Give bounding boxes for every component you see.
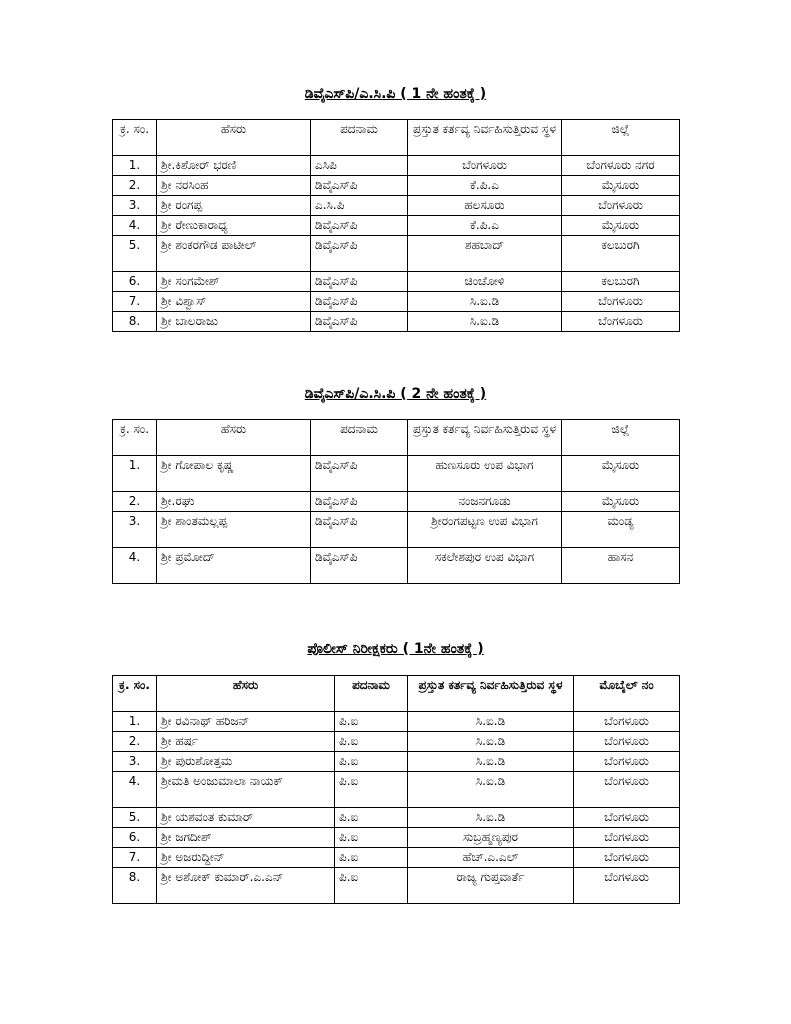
cell-designation: ಡಿವೈಎಸ್‌ಪಿ	[311, 312, 408, 332]
cell-designation: ಡಿವೈಎಸ್‌ಪಿ	[311, 512, 408, 548]
cell-designation: ಪಿ.ಐ	[335, 752, 408, 772]
cell-designation: ಡಿವೈಎಸ್‌ಪಿ	[311, 456, 408, 492]
section-title-1: ಡಿವೈಎಸ್‌ಪಿ/ಎ.ಸಿ.ಪಿ ( 1 ನೇ ಹಂತಕ್ಕೆ )	[304, 86, 487, 102]
cell-posting: ಕೆ.ಪಿ.ಎ	[408, 176, 562, 196]
table-row	[113, 272, 680, 292]
col-header-designation: ಪದನಾಮ	[335, 676, 408, 712]
table-row	[113, 548, 680, 584]
cell-mobile: ಬೆಂಗಳೂರು	[574, 772, 680, 808]
cell-posting: ಶ್ರೀರಂಗಪಟ್ಟಣ ಉಪ ವಿಭಾಗ	[408, 512, 562, 548]
cell-name: ಶ್ರೀ ಹರ್ಷ	[157, 732, 335, 752]
cell-posting: ಸಿ.ಐ.ಡಿ	[408, 808, 574, 828]
cell-posting: ಸಿ.ಐ.ಡಿ	[408, 772, 574, 808]
table-row	[113, 868, 680, 904]
cell-designation: ಡಿವೈಎಸ್‌ಪಿ	[311, 216, 408, 236]
cell-serial: 4.	[113, 772, 157, 808]
table-header-row	[113, 120, 680, 156]
cell-serial: 7.	[113, 848, 157, 868]
col-header-serial: ಕ್ರ. ಸಂ.	[113, 420, 157, 456]
cell-name: ಶ್ರೀ ವಿಶ್ವಾಸ್	[157, 292, 311, 312]
table-dysp-stage-2	[112, 419, 680, 584]
col-header-district: ಜಿಲ್ಲೆ	[562, 420, 680, 456]
cell-designation: ಪಿ.ಐ	[335, 732, 408, 752]
col-header-current-posting: ಪ್ರಸ್ತುತ ಕರ್ತವ್ಯ ನಿರ್ವಹಿಸುತ್ತಿರುವ ಸ್ಥಳ	[408, 420, 562, 456]
cell-posting: ಹಲಸೂರು	[408, 196, 562, 216]
cell-posting: ಸುಬ್ರಹ್ಮಣ್ಯಪುರ	[408, 828, 574, 848]
cell-name: ಶ್ರೀ ಯಶವಂತ ಕುಮಾರ್	[157, 808, 335, 828]
cell-serial: 5.	[113, 236, 157, 272]
cell-mobile: ಬೆಂಗಳೂರು	[574, 712, 680, 732]
cell-district: ಮೈಸೂರು	[562, 176, 680, 196]
col-header-designation: ಪದನಾಮ	[311, 420, 408, 456]
table-row	[113, 512, 680, 548]
cell-district: ಬೆಂಗಳೂರು ನಗರ	[562, 156, 680, 176]
cell-mobile: ಬೆಂಗಳೂರು	[574, 848, 680, 868]
section-title-2: ಡಿವೈಎಸ್‌ಪಿ/ಎ.ಸಿ.ಪಿ ( 2 ನೇ ಹಂತಕ್ಕೆ )	[304, 386, 487, 402]
cell-designation: ಡಿವೈಎಸ್‌ಪಿ	[311, 292, 408, 312]
cell-name: ಶ್ರೀ.ರಘು	[157, 492, 311, 512]
cell-name: ಶ್ರೀ ಶಂಕರಗೌಡ ಪಾಟೀಲ್	[157, 236, 311, 272]
cell-designation: ಡಿವೈಎಸ್‌ಪಿ	[311, 492, 408, 512]
cell-name: ಶ್ರೀ ಪುರುಶೋತ್ತಮ	[157, 752, 335, 772]
cell-designation: ಡಿವೈಎಸ್‌ಪಿ	[311, 548, 408, 584]
col-header-name: ಹೆಸರು	[157, 420, 311, 456]
cell-name: ಶ್ರೀ ಪ್ರಮೋದ್	[157, 548, 311, 584]
col-header-current-posting: ಪ್ರಸ್ತುತ ಕರ್ತವ್ಯ ನಿರ್ವಹಿಸುತ್ತಿರುವ ಸ್ಥಳ	[408, 676, 574, 712]
cell-mobile: ಬೆಂಗಳೂರು	[574, 828, 680, 848]
cell-mobile: ಬೆಂಗಳೂರು	[574, 868, 680, 904]
table-row	[113, 156, 680, 176]
cell-district: ಮೈಸೂರು	[562, 456, 680, 492]
table-row	[113, 216, 680, 236]
cell-mobile: ಬೆಂಗಳೂರು	[574, 732, 680, 752]
cell-district: ಮಂಡ್ಯ	[562, 512, 680, 548]
table-row	[113, 772, 680, 808]
cell-district: ಕಲಬುರಗಿ	[562, 236, 680, 272]
cell-serial: 1.	[113, 456, 157, 492]
cell-serial: 3.	[113, 512, 157, 548]
cell-name: ಶ್ರೀಮತಿ ಅಂಜುಮಾಲಾ ನಾಯಕ್	[157, 772, 335, 808]
cell-name: ಶ್ರೀ ರಂಗಪ್ಪ	[157, 196, 311, 216]
cell-district: ಹಾಸನ	[562, 548, 680, 584]
table-row	[113, 456, 680, 492]
cell-designation: ಪಿ.ಐ	[335, 868, 408, 904]
table-dysp-stage-1	[112, 119, 680, 332]
cell-posting: ಸಿ.ಐ.ಡಿ	[408, 292, 562, 312]
cell-designation: ಡಿವೈಎಸ್‌ಪಿ	[311, 272, 408, 292]
cell-serial: 2.	[113, 492, 157, 512]
cell-name: ಶ್ರೀ ರೇಣುಕಾರಾಧ್ಯ	[157, 216, 311, 236]
table-row	[113, 848, 680, 868]
cell-name: ಶ್ರೀ ಗೋಪಾಲ ಕೃಷ್ಣ	[157, 456, 311, 492]
cell-posting: ನಂಜನಗೂಡು	[408, 492, 562, 512]
cell-posting: ಸಿ.ಐ.ಡಿ	[408, 712, 574, 732]
cell-name: ಶ್ರೀ ಶಾಂತಮಲ್ಲಪ್ಪ	[157, 512, 311, 548]
table-header-row	[113, 676, 680, 712]
cell-designation: ಪಿ.ಐ	[335, 808, 408, 828]
cell-designation: ಡಿವೈಎಸ್‌ಪಿ	[311, 236, 408, 272]
table-row	[113, 312, 680, 332]
cell-district: ಬೆಂಗಳೂರು	[562, 196, 680, 216]
cell-serial: 8.	[113, 868, 157, 904]
cell-district: ಬೆಂಗಳೂರು	[562, 292, 680, 312]
cell-name: ಶ್ರೀ ಅಜರುದ್ದೀನ್	[157, 848, 335, 868]
table-row	[113, 196, 680, 216]
cell-name: ಶ್ರೀ ಸಂಗಮೇಶ್	[157, 272, 311, 292]
cell-designation: ಪಿ.ಐ	[335, 828, 408, 848]
table-row	[113, 492, 680, 512]
cell-serial: 2.	[113, 732, 157, 752]
cell-posting: ರಾಜ್ಯ ಗುಪ್ತವಾರ್ತೆ	[408, 868, 574, 904]
cell-district: ಮೈಸೂರು	[562, 492, 680, 512]
table-police-inspectors	[112, 675, 680, 904]
cell-designation: ಎ.ಸಿ.ಪಿ	[311, 196, 408, 216]
cell-posting: ಬೆಂಗಳೂರು	[408, 156, 562, 176]
cell-designation: ಪಿ.ಐ	[335, 712, 408, 732]
table-row	[113, 236, 680, 272]
cell-posting: ಹುಣಸೂರು ಉಪ ವಿಭಾಗ	[408, 456, 562, 492]
cell-posting: ಸಿ.ಐ.ಡಿ	[408, 732, 574, 752]
table-header-row	[113, 420, 680, 456]
col-header-serial: ಕ್ರ. ಸಂ.	[113, 676, 157, 712]
cell-serial: 6.	[113, 272, 157, 292]
cell-posting: ಸಕಲೇಶಪುರ ಉಪ ವಿಭಾಗ	[408, 548, 562, 584]
cell-posting: ಸಿ.ಐ.ಡಿ	[408, 312, 562, 332]
cell-serial: 3.	[113, 752, 157, 772]
col-header-current-posting: ಪ್ರಸ್ತುತ ಕರ್ತವ್ಯ ನಿರ್ವಹಿಸುತ್ತಿರುವ ಸ್ಥಳ	[408, 120, 562, 156]
cell-designation: ಪಿ.ಐ	[335, 848, 408, 868]
cell-name: ಶ್ರೀ ಜಗದೀಶ್	[157, 828, 335, 848]
cell-serial: 7.	[113, 292, 157, 312]
table-row	[113, 176, 680, 196]
cell-posting: ಚಿಂಚೋಳಿ	[408, 272, 562, 292]
cell-posting: ಹೆಚ್.ಎ.ಎಲ್	[408, 848, 574, 868]
col-header-district: ಜಿಲ್ಲೆ	[562, 120, 680, 156]
section-title-3: ಪೊಲೀಸ್ ನಿರೀಕ್ಷಕರು ( 1ನೇ ಹಂತಕ್ಕೆ )	[307, 641, 484, 657]
cell-district: ಬೆಂಗಳೂರು	[562, 312, 680, 332]
col-header-mobile: ಮೊಬೈಲ್ ನಂ	[574, 676, 680, 712]
cell-serial: 5.	[113, 808, 157, 828]
cell-serial: 3.	[113, 196, 157, 216]
cell-district: ಮೈಸೂರು	[562, 216, 680, 236]
cell-serial: 8.	[113, 312, 157, 332]
table-row	[113, 712, 680, 732]
col-header-designation: ಪದನಾಮ	[311, 120, 408, 156]
cell-serial: 4.	[113, 216, 157, 236]
cell-designation: ಪಿ.ಐ	[335, 772, 408, 808]
cell-serial: 1.	[113, 156, 157, 176]
col-header-name: ಹೆಸರು	[157, 676, 335, 712]
table-row	[113, 808, 680, 828]
cell-name: ಶ್ರೀ ರವಿನಾಥ್ ಹರಿಜನ್	[157, 712, 335, 732]
cell-mobile: ಬೆಂಗಳೂರು	[574, 808, 680, 828]
cell-district: ಕಲಬುರಗಿ	[562, 272, 680, 292]
cell-mobile: ಬೆಂಗಳೂರು	[574, 752, 680, 772]
col-header-serial: ಕ್ರ. ಸಂ.	[113, 120, 157, 156]
cell-name: ಶ್ರೀ ನರಸಿಂಹ	[157, 176, 311, 196]
cell-name: ಶ್ರೀ ಅಶೋಕ್ ಕುಮಾರ್.ಎ.ಎನ್	[157, 868, 335, 904]
table-row	[113, 828, 680, 848]
table-row	[113, 292, 680, 312]
cell-serial: 6.	[113, 828, 157, 848]
cell-posting: ಸಿ.ಐ.ಡಿ	[408, 752, 574, 772]
cell-designation: ಎಸಿಪಿ	[311, 156, 408, 176]
table-row	[113, 732, 680, 752]
cell-posting: ಕೆ.ಪಿ.ಎ	[408, 216, 562, 236]
cell-designation: ಡಿವೈಎಸ್‌ಪಿ	[311, 176, 408, 196]
cell-name: ಶ್ರೀ ಬಾಲರಾಜು	[157, 312, 311, 332]
col-header-name: ಹೆಸರು	[157, 120, 311, 156]
table-row	[113, 752, 680, 772]
cell-serial: 4.	[113, 548, 157, 584]
cell-posting: ಶಹಬಾದ್	[408, 236, 562, 272]
cell-serial: 2.	[113, 176, 157, 196]
cell-name: ಶ್ರೀ.ಕಿಶೋರ್ ಭರಣಿ	[157, 156, 311, 176]
cell-serial: 1.	[113, 712, 157, 732]
